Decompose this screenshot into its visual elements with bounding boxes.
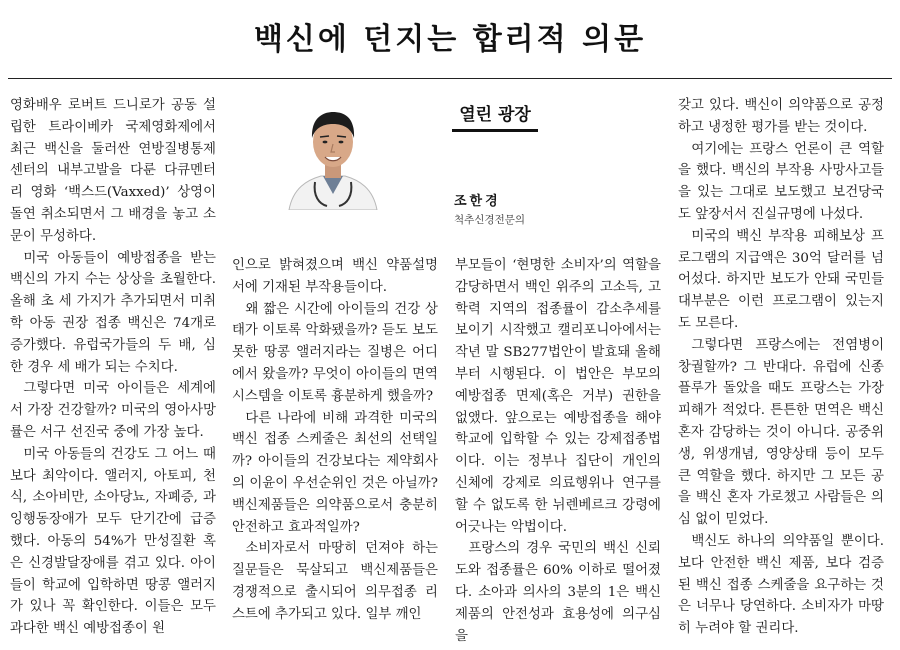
- paragraph: 소비자로서 마땅히 던져야 하는 질문들은 묵살되고 백신제품들은 경쟁적으로 출시되어 의무접종 리스트에 추가되고 있다. 일부 깨인: [232, 541, 438, 622]
- headline-divider: [8, 78, 892, 79]
- paragraph: 갖고 있다. 백신이 의약품으로 공정하고 냉정한 평가를 받는 것이다.: [678, 98, 884, 135]
- paragraph: 백신도 하나의 의약품일 뿐이다. 보다 안전한 백신 제품, 보다 검증된 백신 접종 스케줄을 요구하는 것은 너무나 당연하다. 소비자가 마땅히 누려야 할 권리다.: [678, 533, 884, 637]
- article-column-4: [678, 95, 884, 640]
- paragraph: 그렇다면 프랑스에는 전염병이 창궐할까? 그 반대다. 유럽에 신종플루가 돌았을 때도 프랑스는 가장 피해가 적었다. 튼튼한 면역은 백신 혼자 감당하는 것이 아니다. 공중위생, 위생개념, 영양상태 등이 모두 큰 역할을 했다. 하지만 그 모든 공을 백신 혼자 가로챘고 사람들은 의심 없이 믿었다.: [678, 337, 884, 528]
- paragraph: 인으로 밝혀졌으며 백신 약품설명서에 기재된 부작용들이다.: [232, 258, 438, 295]
- author-name: 조한경: [454, 194, 501, 209]
- paragraph: 영화배우 로버트 드니로가 공동 설립한 트라이베카 국제영화제에서 최근 백신을 둘러싼 연방질병통제센터의 내부고발을 다룬 다큐멘터리 영화 ‘백스드(Vaxxed)’ 상영이 돌연 취소되면서 그 배경을 놓고 소문이 무성하다.: [10, 98, 216, 244]
- article-column-3: [455, 255, 661, 647]
- author-portrait-illustration: [285, 98, 381, 210]
- paragraph: 그렇다면 미국 아이들은 세계에서 가장 건강할까? 미국의 영아사망률은 서구 선진국 중에 가장 높다.: [10, 381, 216, 440]
- headline: 백신에 던지는 합리적 의문: [253, 22, 647, 57]
- paragraph: 프랑스의 경우 국민의 백신 신뢰도와 접종률은 60% 이하로 떨어졌다. 소아과 의사의 3분의 1은 백신 제품의 안전성과 효용성에 의구심을: [455, 541, 661, 644]
- paragraph: 미국 아동들이 예방접종을 받는 백신의 가지 수는 상상을 초월한다. 올해 초 세 가지가 추가되면서 미취학 아동 권장 접종 백신은 74개로 증가했다. 유럽국가들의 두 배, 심한 경우 세 배가 되는 수치다.: [10, 250, 216, 375]
- paragraph: 여기에는 프랑스 언론이 큰 역할을 했다. 백신의 부작용 사망사고들을 있는 그대로 보도했고 보건당국도 앞장서서 진실규명에 나섰다.: [678, 141, 884, 222]
- paragraph: 부모들이 ‘현명한 소비자’의 역할을 감당하면서 백인 위주의 고소득, 고학력 지역의 접종률이 감소추세를 보이기 시작했고 캘리포니아에서는 작년 말 SB277법안이 발효돼 올해부터 시행된다. 이 법안은 부모의 예방접종 면제(혹은 거부) 권한을 없앴다. 앞으로는 예방접종을 해야 학교에 입학할 수 있는 강제접종법이다. 이는 정부나 집단이 개인의 신체에 강제로 의료행위나 연구를 할 수 없도록 한 뉘렌베르크 강령에 어긋나는 악법이다.: [455, 258, 661, 535]
- article-column-1: [10, 95, 216, 640]
- paragraph: 미국 아동들의 건강도 그 어느 때보다 최악이다. 앨러지, 아토피, 천식, 소아비만, 소아당뇨, 자폐증, 과잉행동장애가 모두 단기간에 급증했다. 아동의 54%가 만성질환 혹은 신경발달장애를 겪고 있다. 아이들이 학교에 입학하면 땅콩 앨러지가 있나 꼭 확인한다. 이들은 모두 과다한 백신 예방접종이 원: [10, 446, 216, 637]
- paragraph: 왜 짧은 시간에 아이들의 건강 상태가 이토록 악화됐을까? 듣도 보도 못한 땅콩 앨러지라는 질병은 어디에서 왔을까? 무엇이 아이들의 면역시스템을 이토록 흉분하게 했을까?: [232, 301, 438, 404]
- author-title: 척추신경전문의: [454, 214, 526, 226]
- section-label: 열린 광장: [452, 100, 538, 132]
- author-photo: [285, 98, 381, 210]
- paragraph: 다른 나라에 비해 과격한 미국의 백신 접종 스케줄은 최선의 선택일까? 아이들의 건강보다는 제약회사의 이윤이 우선순위인 것은 아닐까? 백신제품들은 의약품으로서 충분히 안전하고 효과적일까?: [232, 410, 438, 535]
- article-column-2: [232, 255, 438, 626]
- paragraph: 미국의 백신 부작용 피해보상 프로그램의 지급액은 30억 달러를 넘어섰다. 하지만 보도가 안돼 국민들 대부분은 이런 프로그램이 있는지도 모른다.: [678, 228, 884, 331]
